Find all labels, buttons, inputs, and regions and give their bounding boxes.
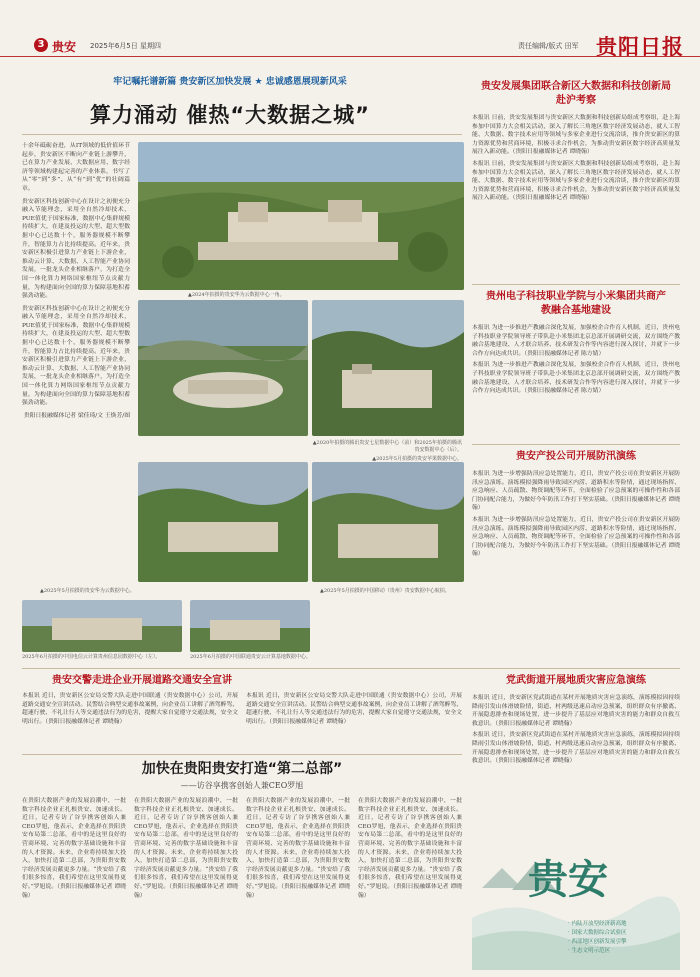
article-5-title: 党武街道开展地质灾害应急演练 bbox=[506, 675, 646, 686]
article-1 bbox=[472, 80, 680, 280]
slogan-text: 牢记嘱托谱新篇 贵安新区加快发展 ★ 忠诚感恩展现新风采 bbox=[113, 77, 347, 87]
masthead-logo: 贵阳日报 bbox=[596, 34, 684, 59]
lead-intro: 十余年砥砺奋进，从IT领域的低价值环节起步，贵安新区不断向产业链上游攀升，已在算力产业发展、大数据应用、数字经济等领域构建起完善的产业体系，书写了从“零”到“多”、从“有”到“优”的壮阔篇章。 bbox=[22, 143, 130, 192]
rule-right-1 bbox=[472, 284, 680, 285]
rule-left-2 bbox=[22, 754, 462, 755]
article-5-body: 本报讯 近日，贵安新区党武街道在某村开展地质灾害应急演练，演练模拟因持续降雨引发山体滑坡险情，街道、村两级迅速启动应急预案，组织群众有序撤离、开展隐患排查和现场处置，进一步提升了基层应对地质灾害的能力和群众自救互救意识。（贵阳日报融媒体记者 谭晓翰） bbox=[472, 695, 680, 727]
feature-body-col-1: 在贵阳大数据产业的发展浪潮中，一批数字科技企业正扎根贵安、加速成长。近日，记者专访了谷享携客创始人兼CEO罗旭，他表示，企业选择在贵阳贵安布局第二总部，看中的是这里良好的营商环境、完善的数字基础设施和丰富的人才资源。未来，企业将持续加大投入，加快打造第二总部，为贵阳贵安数字经济发展贡献更多力量。“贵安给了我们很多惊喜，我们希望在这里发展得更好。”罗旭说。（贵阳日报融媒体记者 谭晓翰） bbox=[22, 798, 126, 899]
section-name: 贵安 bbox=[52, 40, 77, 54]
issue-date: 2025年6月5日 星期四 bbox=[90, 42, 161, 50]
headline-rule bbox=[22, 134, 462, 135]
photo-huawei-cloud bbox=[138, 142, 464, 290]
editor-credit: 责任编辑/版式 田军 bbox=[518, 42, 579, 50]
feature-article bbox=[22, 760, 462, 970]
photo-huawei-2 bbox=[138, 462, 308, 582]
caption-photo-6: 2025年6月拍摄的中国电信云计算贵州信息园数据中心（左）。 bbox=[22, 654, 161, 660]
photo-china-unicom-image bbox=[190, 600, 310, 652]
main-headline: 算力涌动 催热“大数据之城” bbox=[90, 103, 370, 127]
article-4-title: 贵安交警走进企业开展道路交通安全宣讲 bbox=[52, 675, 232, 686]
article-3-body: 本报讯 为进一步增强防汛应急处置能力，近日，贵安产投公司在贵安新区开展防汛应急演练。演练模拟强降雨导致园区内涝、道路积水等险情，通过现场指挥、应急响应、人员疏散、物资调配等环节，全面检验了应急预案的可操作性和各部门协同配合能力，为做好今年防汛工作打下坚实基础。（贵阳日报融媒体记者 谭晓翰） bbox=[472, 471, 680, 512]
article-4 bbox=[22, 674, 462, 752]
article-4-body-2: 本报讯 近日，贵安新区公安局交警大队走进中国联通（贵安数据中心）公司，开展道路交通安全宣讲活动。民警结合典型交通事故案例，向企业员工讲解了酒驾醉驾、超速行驶、不礼让行人等交通违法行为的危害，提醒大家自觉遵守交通法规，安全文明出行。（贵阳日报融媒体记者 谭晓翰） bbox=[246, 693, 462, 725]
article-2 bbox=[472, 290, 680, 440]
feature-body-col-2: 在贵阳大数据产业的发展浪潮中，一批数字科技企业正扎根贵安、加速成长。近日，记者专访了谷享携客创始人兼CEO罗旭，他表示，企业选择在贵阳贵安布局第二总部，看中的是这里良好的营商环境、完善的数字基础设施和丰富的人才资源。未来，企业将持续加大投入，加快打造第二总部，为贵阳贵安数字经济发展贡献更多力量。“贵安给了我们很多惊喜，我们希望在这里发展得更好。”罗旭说。（贵阳日报融媒体记者 谭晓翰） bbox=[134, 798, 238, 899]
article-2-body: 本报讯 为进一步推进产教融合深化发展，加强校企合作育人机制，近日，贵州电子科技职业学院领导班子带队赴小米集团北京总部开展调研交流，双方围绕产教融合基地建设、人才联合培养、技术研发合作等内容进行深入探讨，并就下一步合作方向达成共识。（贵阳日报融媒体记者 陈方婧） bbox=[472, 325, 680, 357]
footer-art bbox=[472, 828, 680, 970]
article-2-title: 贵州电子科技职业学院与小米集团共商产教融合基地建设 bbox=[486, 291, 666, 316]
article-1-body-2: 本报讯 日前，贵安发展集团与贵安新区大数据和科技创新局组成考察组，赴上海参加中国算力大会相关活动，深入了解长三角地区数字经济发展动态，就人工智能、大数据、数字技术应用等领域与多家企业进行交流洽谈，推介贵安新区的算力资源优势和营商环境，积极寻求合作机会，为推动贵安新区数字经济高质量发展注入新动能。（贵阳日报融媒体记者 谭晓翰） bbox=[472, 160, 680, 202]
photo-tencent bbox=[138, 300, 308, 436]
photo-apple bbox=[312, 300, 464, 436]
photo-apple-image bbox=[312, 300, 464, 436]
lead-body: 贵安新区科技创新中心在设计之初便充分融入节能理念，采用全自然冷却技术，PUE值优于国家标准，数据中心集群规模持续扩大，在建及投运的大型、超大型数据中心已达数十个，服务器规模不断攀升，智能算力占比持续提高。近年来，贵安新区积极引进算力产业链上下游企业，推动云计算、大数据、人工智能产业协同发展，一批龙头企业相继落户，为打造全国一体化算力网络国家枢纽节点贡献力量，为构建面向全国的算力保障基地积蓄强劲动能。 bbox=[22, 198, 130, 300]
photo-tencent-image bbox=[138, 300, 308, 436]
article-3 bbox=[472, 450, 680, 598]
photo-china-telecom-image bbox=[22, 600, 182, 652]
article-3-body-2: 本报讯 为进一步增强防汛应急处置能力，近日，贵安产投公司在贵安新区开展防汛应急演练。演练模拟强降雨导致园区内涝、道路积水等险情，通过现场指挥、应急响应、人员疏散、物资调配等环节，全面检验了应急预案的可操作性和各部门协同配合能力，为做好今年防汛工作打下坚实基础。（贵阳日报融媒体记者 谭晓翰） bbox=[472, 516, 680, 558]
article-2-body-2: 本报讯 为进一步推进产教融合深化发展，加强校企合作育人机制，近日，贵州电子科技职业学院领导班子带队赴小米集团北京总部开展调研交流，双方围绕产教融合基地建设、人才联合培养、技术研发合作等内容进行深入探讨，并就下一步合作方向达成共识。（贵阳日报融媒体记者 陈方婧） bbox=[472, 362, 680, 395]
caption-photo-1: ▲2024年拍摄的贵安华为云数据中心一角。 bbox=[188, 292, 285, 298]
photo-huawei-2-image bbox=[138, 462, 308, 582]
footer-big-char: 贵安 bbox=[528, 856, 608, 903]
article-4-body: 本报讯 近日，贵安新区公安局交警大队走进中国联通（贵安数据中心）公司，开展道路交通安全宣讲活动。民警结合典型交通事故案例，向企业员工讲解了酒驾醉驾、超速行驶、不礼让行人等交通违法行为的危害，提醒大家自觉遵守交通法规，安全文明出行。（贵阳日报融媒体记者 谭晓翰） bbox=[22, 693, 238, 725]
photo-china-mobile-image bbox=[312, 462, 464, 582]
rule-middle bbox=[22, 668, 680, 669]
feature-subtitle: ——访谷享携客创始人兼CEO罗旭 bbox=[180, 781, 304, 790]
photo-china-mobile bbox=[312, 462, 464, 582]
lead-byline: 贵阳日报融媒体记者 梁佳琦/文 王焕芳/图 bbox=[23, 412, 130, 419]
footer-line-3: · 西部地区创新发展引擎 bbox=[568, 939, 627, 945]
page-header bbox=[0, 0, 700, 57]
caption-photo-3: ▲2025年5月拍摄的贵安苹果数据中心。 bbox=[372, 456, 462, 462]
photo-china-telecom bbox=[22, 600, 182, 652]
lead-body-2: 贵安新区科技创新中心在设计之初便充分融入节能理念，采用全自然冷却技术，PUE值优于国家标准，数据中心集群规模持续扩大，在建及投运的大型、超大型数据中心已达数十个，服务器规模不断攀升，智能算力占比持续提高。近年来，贵安新区积极引进算力产业链上下游企业，推动云计算、大数据、人工智能产业协同发展，一批龙头企业相继落户，为打造全国一体化算力网络国家枢纽节点贡献力量，为构建面向全国的算力保障基地积蓄强劲动能。 bbox=[22, 305, 130, 407]
article-1-body: 本报讯 日前，贵安发展集团与贵安新区大数据和科技创新局组成考察组，赴上海参加中国算力大会相关活动，深入了解长三角地区数字经济发展动态，就人工智能、大数据、数字技术应用等领域与多家企业进行交流洽谈，推介贵安新区的算力资源优势和营商环境，积极寻求合作机会，为推动贵安新区数字经济高质量发展注入新动能。（贵阳日报融媒体记者 谭晓翰） bbox=[472, 115, 680, 156]
article-5 bbox=[472, 674, 680, 824]
caption-photo-4: ▲2025年5月拍摄的贵安华为云数据中心。 bbox=[40, 588, 135, 594]
feature-body-col-4: 在贵阳大数据产业的发展浪潮中，一批数字科技企业正扎根贵安、加速成长。近日，记者专访了谷享携客创始人兼CEO罗旭，他表示，企业选择在贵阳贵安布局第二总部，看中的是这里良好的营商环境、完善的数字基础设施和丰富的人才资源。未来，企业将持续加大投入，加快打造第二总部，为贵阳贵安数字经济发展贡献更多力量。“贵安给了我们很多惊喜，我们希望在这里发展得更好。”罗旭说。（贵阳日报融媒体记者 谭晓翰） bbox=[358, 798, 462, 899]
caption-photo-5: ▲2025年5月拍摄的中国移动（贵州）贵安数据中心航拍。 bbox=[320, 588, 450, 594]
photo-china-unicom bbox=[190, 600, 310, 652]
caption-photo-2: ▲2020年拍摄的腾讯贵安七星数据中心（前）和2025年拍摄的腾讯贵安数据中心（后）。 bbox=[312, 440, 462, 453]
lead-text-column bbox=[22, 142, 130, 587]
article-5-body-2: 本报讯 近日，贵安新区党武街道在某村开展地质灾害应急演练，演练模拟因持续降雨引发山体滑坡险情，街道、村两级迅速启动应急预案，组织群众有序撤离、开展隐患排查和现场处置，进一步提升了基层应对地质灾害的能力和群众自救互救意识。（贵阳日报融媒体记者 谭晓翰） bbox=[472, 732, 680, 765]
footer-line-2: · 国家大数据综合试验区 bbox=[568, 930, 627, 936]
page-number: 3 bbox=[34, 38, 48, 52]
caption-photo-7: 2025年6月拍摄的中国联通贵安云计算基地数据中心。 bbox=[190, 654, 311, 660]
article-1-title: 贵安发展集团联合新区大数据和科技创新局赴沪考察 bbox=[481, 81, 671, 106]
photo-huawei-cloud-image bbox=[138, 142, 464, 290]
slogan-banner bbox=[70, 66, 390, 92]
feature-body-col-3: 在贵阳大数据产业的发展浪潮中，一批数字科技企业正扎根贵安、加速成长。近日，记者专访了谷享携客创始人兼CEO罗旭，他表示，企业选择在贵阳贵安布局第二总部，看中的是这里良好的营商环境、完善的数字基础设施和丰富的人才资源。未来，企业将持续加大投入，加快打造第二总部，为贵阳贵安数字经济发展贡献更多力量。“贵安给了我们很多惊喜，我们希望在这里发展得更好。”罗旭说。（贵阳日报融媒体记者 谭晓翰） bbox=[246, 798, 350, 899]
feature-title: 加快在贵阳贵安打造“第二总部” bbox=[141, 761, 343, 777]
footer-line-4: · 生态文明示范区 bbox=[568, 948, 610, 954]
article-3-title: 贵安产投公司开展防汛演练 bbox=[516, 451, 636, 462]
footer-line-1: · 内陆开放型经济新高地 bbox=[568, 921, 627, 927]
rule-right-2 bbox=[472, 444, 680, 445]
